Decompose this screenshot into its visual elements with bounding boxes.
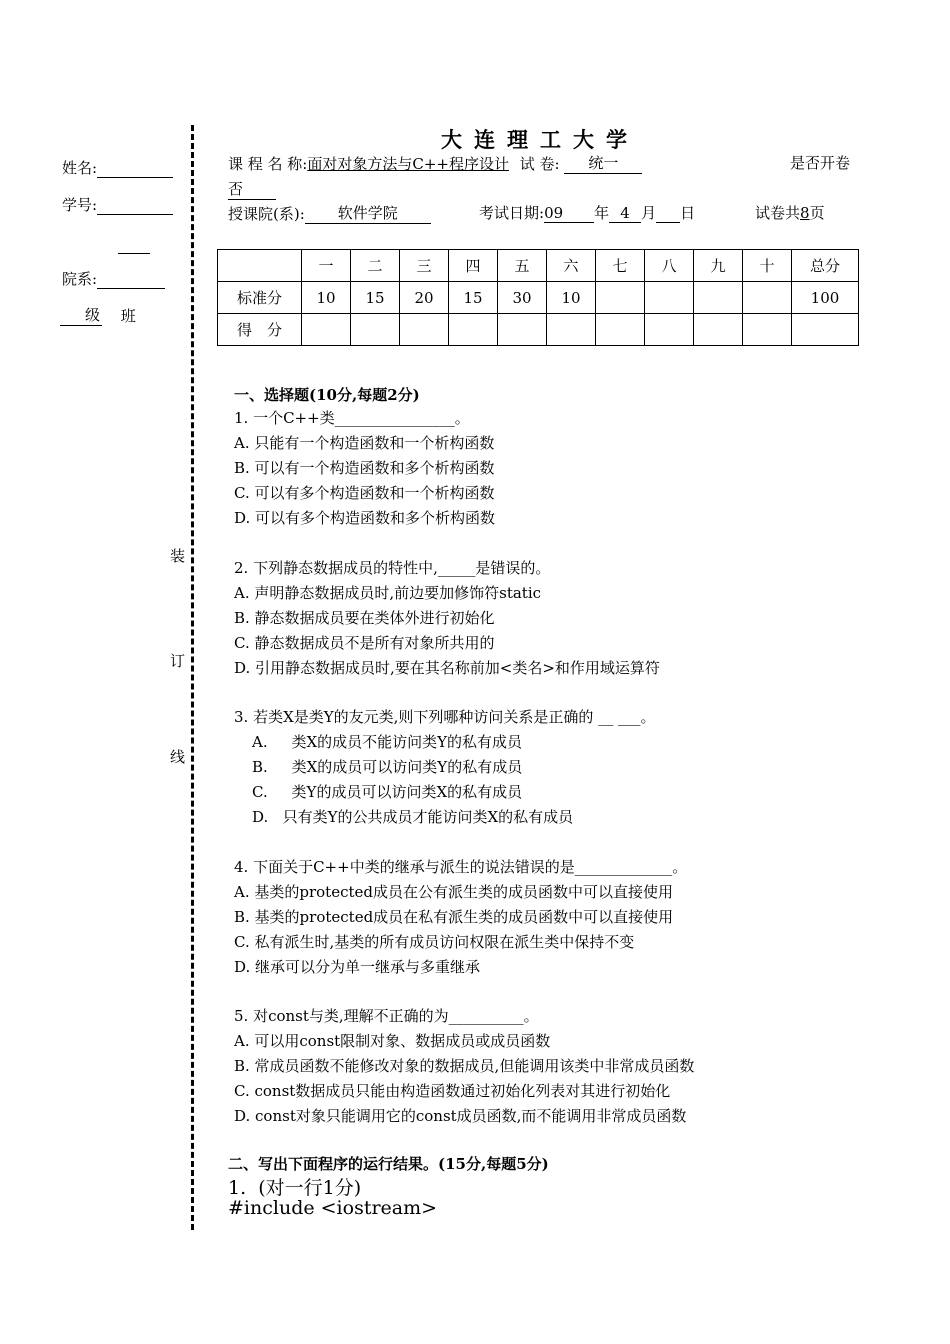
question-option: C. 类Y的成员可以访问类X的私有成员 [252, 783, 523, 801]
extra-blank [118, 253, 150, 254]
score-header-cell: 三 [400, 250, 449, 282]
standard-cell: 30 [498, 282, 547, 314]
paper-value [564, 152, 642, 174]
name-blank [97, 161, 173, 178]
grade-label: 级 [84, 306, 100, 324]
college-value [305, 202, 431, 224]
score-header-cell: 十 [743, 250, 792, 282]
score-header-cell: 总分 [792, 250, 859, 282]
score-header-cell: 七 [596, 250, 645, 282]
question-1 [234, 406, 495, 531]
question-option: B. 静态数据成员要在类体外进行初始化 [234, 609, 495, 627]
question-5 [234, 1004, 694, 1129]
score-cell [302, 314, 351, 346]
question-option: D. 可以有多个构造函数和多个析构函数 [234, 509, 496, 527]
standard-cell [645, 282, 694, 314]
section2-title: 二、写出下面程序的运行结果。(15分,每题5分) [228, 1155, 549, 1173]
binding-char-ding: 订 [170, 652, 186, 670]
course-label: 课 程 名 称: [228, 155, 308, 173]
day-label: 日 [680, 204, 696, 222]
paper-value-text: 统一 [588, 154, 619, 172]
university-title: 大连理工大学 [441, 127, 639, 152]
college-label: 授课院(系): [228, 205, 305, 223]
score-header-cell: 一 [302, 250, 351, 282]
score-header-cell [218, 250, 302, 282]
course-line [228, 152, 642, 174]
pages-unit: 页 [809, 204, 825, 222]
pages-label: 试卷共 [755, 204, 801, 222]
binding-char-xian: 线 [170, 748, 186, 766]
question-option: B. 类X的成员可以访问类Y的私有成员 [252, 758, 523, 776]
college-value-text: 软件学院 [337, 204, 398, 222]
question-option: D. 引用静态数据成员时,要在其名称前加<类名>和作用域运算符 [234, 659, 660, 677]
question-option: B. 可以有一个构造函数和多个析构函数 [234, 459, 495, 477]
score-cell [596, 314, 645, 346]
score-cell [400, 314, 449, 346]
question-option: C. 静态数据成员不是所有对象所共用的 [234, 634, 495, 652]
score-header-cell: 六 [547, 250, 596, 282]
open-value [228, 178, 276, 200]
month-label: 月 [641, 204, 657, 222]
score-cell [547, 314, 596, 346]
name-label: 姓名: [62, 159, 98, 177]
year-value [544, 204, 594, 223]
question-3 [234, 705, 655, 830]
score-header-cell: 五 [498, 250, 547, 282]
id-field [62, 194, 173, 215]
score-cell [449, 314, 498, 346]
grade-blank [60, 304, 102, 326]
day-value [656, 222, 680, 223]
standard-cell: 10 [302, 282, 351, 314]
date-line [479, 202, 695, 223]
score-cell [743, 314, 792, 346]
standard-cell [694, 282, 743, 314]
question-stem: 3. 若类X是类Y的友元类,则下列哪种访问关系是正确的 __ ___。 [234, 708, 656, 726]
standard-cell: 100 [792, 282, 859, 314]
question-option: A. 只能有一个构造函数和一个析构函数 [234, 434, 495, 452]
standard-cell [743, 282, 792, 314]
section2-item1: 1. (对一行1分) [228, 1177, 362, 1199]
standard-cell: 20 [400, 282, 449, 314]
question-stem: 4. 下面关于C++中类的继承与派生的说法错误的是_____________。 [234, 858, 688, 876]
question-option: D. const对象只能调用它的const成员函数,而不能调用非常成员函数 [234, 1107, 687, 1125]
code-line: #include <iostream> [228, 1197, 438, 1219]
id-blank [97, 198, 173, 215]
score-table-standard-row [218, 282, 859, 314]
question-option: A. 类X的成员不能访问类Y的私有成员 [252, 733, 523, 751]
score-header-cell: 九 [694, 250, 743, 282]
score-cell [694, 314, 743, 346]
question-option: C. 私有派生时,基类的所有成员访问权限在派生类中保持不变 [234, 933, 635, 951]
paper-label: 试 卷: [519, 155, 560, 173]
score-cell [498, 314, 547, 346]
question-option: B. 基类的protected成员在私有派生类的成员函数中可以直接使用 [234, 908, 674, 926]
standard-cell [596, 282, 645, 314]
question-option: C. 可以有多个构造函数和一个析构函数 [234, 484, 495, 502]
course-name: 面对对象方法与C++程序设计 [307, 155, 509, 173]
class-label: 班 [120, 307, 136, 325]
date-label: 考试日期: [479, 204, 545, 222]
score-header-cell: 二 [351, 250, 400, 282]
score-table [217, 249, 859, 346]
standard-cell: 10 [547, 282, 596, 314]
question-stem: 1. 一个C++类________________。 [234, 409, 470, 427]
question-option: C. const数据成员只能由构造函数通过初始化列表对其进行初始化 [234, 1082, 671, 1100]
year-label: 年 [594, 204, 610, 222]
score-header-cell: 四 [449, 250, 498, 282]
score-table-score-row [218, 314, 859, 346]
score-header-cell: 八 [645, 250, 694, 282]
standard-cell: 15 [449, 282, 498, 314]
question-4 [234, 855, 687, 980]
question-option: A. 基类的protected成员在公有派生类的成员函数中可以直接使用 [234, 883, 673, 901]
question-option: D. 继承可以分为单一继承与多重继承 [234, 958, 481, 976]
section1-title: 一、选择题(10分,每题2分) [234, 386, 420, 404]
id-label: 学号: [62, 196, 98, 214]
score-cell [792, 314, 859, 346]
score-cell [351, 314, 400, 346]
dept-blank [97, 272, 165, 289]
score-cell [645, 314, 694, 346]
question-option: A. 声明静态数据成员时,前边要加修饰符static [234, 584, 542, 602]
name-field [62, 157, 173, 178]
question-stem: 2. 下列静态数据成员的特性中,_____是错误的。 [234, 559, 551, 577]
score-table-header-row [218, 250, 859, 282]
binding-dashed-line [191, 125, 194, 1230]
college-line [228, 202, 431, 224]
score-cell: 得 分 [218, 314, 302, 346]
dept-field [62, 268, 165, 289]
month-value-text: 4 [620, 204, 630, 222]
question-stem: 5. 对const与类,理解不正确的为__________。 [234, 1007, 539, 1025]
question-option: B. 常成员函数不能修改对象的数据成员,但能调用该类中非常成员函数 [234, 1057, 695, 1075]
question-option: A. 可以用const限制对象、数据成员或成员函数 [234, 1032, 551, 1050]
standard-cell: 15 [351, 282, 400, 314]
month-value [609, 204, 641, 223]
standard-cell: 标准分 [218, 282, 302, 314]
binding-char-zhuang: 装 [170, 547, 186, 565]
open-value-text: 否 [228, 180, 244, 198]
dept-label: 院系: [62, 270, 98, 288]
pages-value: 8 [800, 204, 810, 222]
open-label: 是否开卷 [790, 154, 851, 172]
year-value-text: 09 [544, 204, 564, 222]
grade-class-field [60, 304, 136, 326]
pages-line [755, 202, 825, 223]
open-value-field [228, 178, 276, 200]
question-option: D. 只有类Y的公共成员才能访问类X的私有成员 [252, 808, 574, 826]
question-2 [234, 556, 660, 681]
